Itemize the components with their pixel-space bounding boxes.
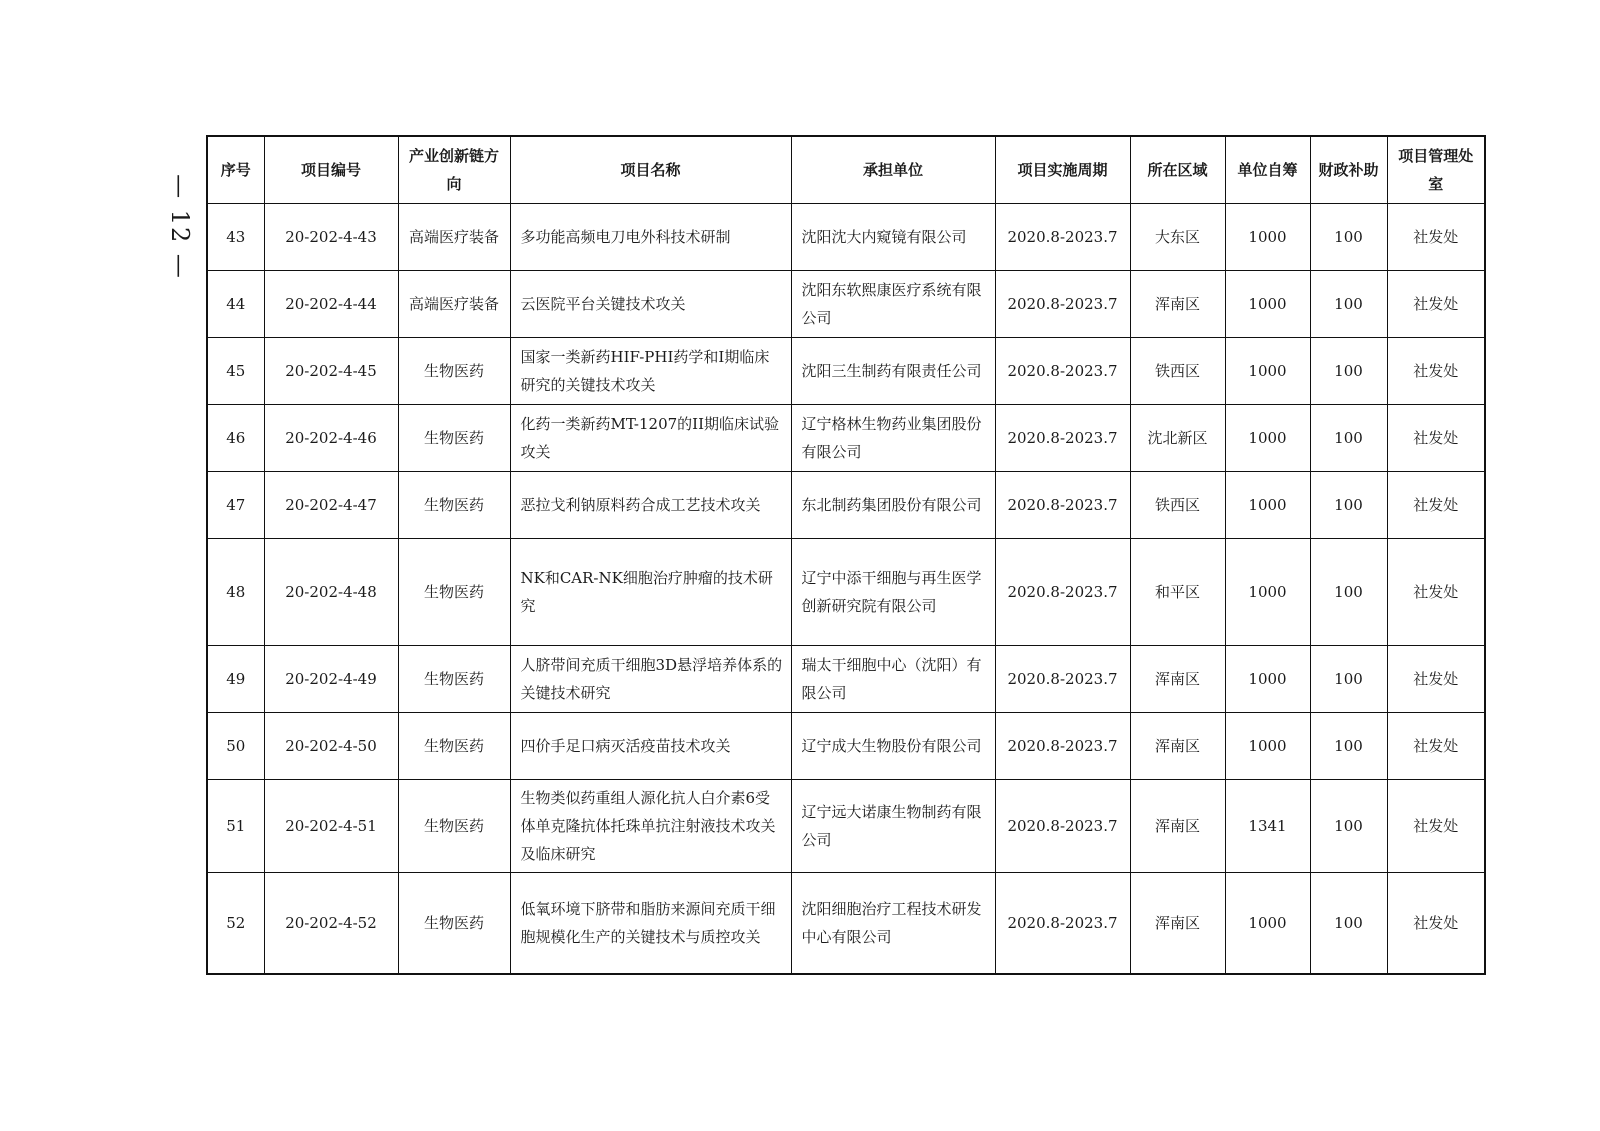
- table-row: [207, 204, 1485, 271]
- cell-unit: 沈阳沈大内窥镜有限公司: [791, 204, 995, 271]
- cell-self-fund: 1000: [1225, 539, 1310, 646]
- cell-direction: 生物医药: [398, 873, 510, 975]
- cell-code: 20-202-4-51: [264, 780, 398, 873]
- header-no: 序号: [207, 136, 264, 204]
- header-name: 项目名称: [510, 136, 791, 204]
- cell-region: 铁西区: [1130, 338, 1225, 405]
- cell-period: 2020.8-2023.7: [995, 338, 1130, 405]
- table-row: [207, 539, 1485, 646]
- cell-unit: 沈阳细胞治疗工程技术研发中心有限公司: [791, 873, 995, 975]
- cell-region: 浑南区: [1130, 646, 1225, 713]
- cell-self-fund: 1000: [1225, 873, 1310, 975]
- project-table: [206, 135, 1486, 975]
- cell-no: 44: [207, 271, 264, 338]
- header-office: 项目管理处室: [1387, 136, 1485, 204]
- cell-name: NK和CAR-NK细胞治疗肿瘤的技术研究: [510, 539, 791, 646]
- cell-name: 云医院平台关键技术攻关: [510, 271, 791, 338]
- cell-self-fund: 1341: [1225, 780, 1310, 873]
- cell-office: 社发处: [1387, 873, 1485, 975]
- cell-no: 47: [207, 472, 264, 539]
- cell-code: 20-202-4-45: [264, 338, 398, 405]
- cell-no: 45: [207, 338, 264, 405]
- cell-period: 2020.8-2023.7: [995, 873, 1130, 975]
- table-header-row: [207, 136, 1485, 204]
- cell-name: 化药一类新药MT-1207的II期临床试验攻关: [510, 405, 791, 472]
- cell-subsidy: 100: [1310, 873, 1387, 975]
- header-code: 项目编号: [264, 136, 398, 204]
- cell-direction: 生物医药: [398, 405, 510, 472]
- cell-period: 2020.8-2023.7: [995, 472, 1130, 539]
- cell-code: 20-202-4-48: [264, 539, 398, 646]
- cell-no: 49: [207, 646, 264, 713]
- cell-code: 20-202-4-47: [264, 472, 398, 539]
- cell-no: 51: [207, 780, 264, 873]
- cell-code: 20-202-4-49: [264, 646, 398, 713]
- cell-name: 人脐带间充质干细胞3D悬浮培养体系的关键技术研究: [510, 646, 791, 713]
- cell-direction: 生物医药: [398, 713, 510, 780]
- cell-region: 浑南区: [1130, 873, 1225, 975]
- cell-period: 2020.8-2023.7: [995, 271, 1130, 338]
- cell-direction: 生物医药: [398, 472, 510, 539]
- cell-direction: 生物医药: [398, 539, 510, 646]
- cell-unit: 辽宁格林生物药业集团股份有限公司: [791, 405, 995, 472]
- cell-name: 国家一类新药HIF-PHI药学和I期临床研究的关键技术攻关: [510, 338, 791, 405]
- cell-name: 多功能高频电刀电外科技术研制: [510, 204, 791, 271]
- cell-period: 2020.8-2023.7: [995, 780, 1130, 873]
- cell-office: 社发处: [1387, 204, 1485, 271]
- cell-name: 四价手足口病灭活疫苗技术攻关: [510, 713, 791, 780]
- table-row: [207, 472, 1485, 539]
- cell-subsidy: 100: [1310, 405, 1387, 472]
- cell-self-fund: 1000: [1225, 472, 1310, 539]
- table-row: [207, 780, 1485, 873]
- cell-unit: 辽宁远大诺康生物制药有限公司: [791, 780, 995, 873]
- table-row: [207, 873, 1485, 975]
- cell-office: 社发处: [1387, 539, 1485, 646]
- cell-code: 20-202-4-50: [264, 713, 398, 780]
- cell-unit: 东北制药集团股份有限公司: [791, 472, 995, 539]
- cell-subsidy: 100: [1310, 646, 1387, 713]
- cell-region: 浑南区: [1130, 271, 1225, 338]
- cell-region: 和平区: [1130, 539, 1225, 646]
- cell-subsidy: 100: [1310, 713, 1387, 780]
- cell-self-fund: 1000: [1225, 338, 1310, 405]
- cell-period: 2020.8-2023.7: [995, 646, 1130, 713]
- cell-region: 浑南区: [1130, 713, 1225, 780]
- table-row: [207, 713, 1485, 780]
- cell-office: 社发处: [1387, 405, 1485, 472]
- cell-self-fund: 1000: [1225, 405, 1310, 472]
- header-direction: 产业创新链方向: [398, 136, 510, 204]
- table-row: [207, 646, 1485, 713]
- table-row: [207, 271, 1485, 338]
- cell-office: 社发处: [1387, 271, 1485, 338]
- cell-subsidy: 100: [1310, 472, 1387, 539]
- cell-name: 生物类似药重组人源化抗人白介素6受体单克隆抗体托珠单抗注射液技术攻关及临床研究: [510, 780, 791, 873]
- cell-self-fund: 1000: [1225, 646, 1310, 713]
- table-row: [207, 338, 1485, 405]
- header-period: 项目实施周期: [995, 136, 1130, 204]
- cell-region: 铁西区: [1130, 472, 1225, 539]
- cell-unit: 瑞太干细胞中心（沈阳）有限公司: [791, 646, 995, 713]
- cell-name: 恶拉戈利钠原料药合成工艺技术攻关: [510, 472, 791, 539]
- cell-self-fund: 1000: [1225, 204, 1310, 271]
- cell-code: 20-202-4-44: [264, 271, 398, 338]
- cell-subsidy: 100: [1310, 539, 1387, 646]
- cell-office: 社发处: [1387, 713, 1485, 780]
- cell-no: 52: [207, 873, 264, 975]
- cell-no: 50: [207, 713, 264, 780]
- cell-region: 浑南区: [1130, 780, 1225, 873]
- cell-subsidy: 100: [1310, 271, 1387, 338]
- cell-code: 20-202-4-43: [264, 204, 398, 271]
- page-number-text: — 12 —: [166, 174, 195, 280]
- cell-office: 社发处: [1387, 646, 1485, 713]
- cell-no: 46: [207, 405, 264, 472]
- cell-code: 20-202-4-46: [264, 405, 398, 472]
- cell-subsidy: 100: [1310, 338, 1387, 405]
- project-table-container: [206, 135, 1486, 975]
- cell-region: 大东区: [1130, 204, 1225, 271]
- cell-direction: 生物医药: [398, 338, 510, 405]
- cell-name: 低氧环境下脐带和脂肪来源间充质干细胞规模化生产的关键技术与质控攻关: [510, 873, 791, 975]
- cell-direction: 高端医疗装备: [398, 204, 510, 271]
- cell-subsidy: 100: [1310, 780, 1387, 873]
- cell-period: 2020.8-2023.7: [995, 204, 1130, 271]
- cell-unit: 辽宁中添干细胞与再生医学创新研究院有限公司: [791, 539, 995, 646]
- cell-unit: 辽宁成大生物股份有限公司: [791, 713, 995, 780]
- cell-direction: 生物医药: [398, 646, 510, 713]
- page-number: [160, 172, 200, 282]
- cell-period: 2020.8-2023.7: [995, 405, 1130, 472]
- cell-direction: 生物医药: [398, 780, 510, 873]
- header-subsidy: 财政补助: [1310, 136, 1387, 204]
- cell-unit: 沈阳东软熙康医疗系统有限公司: [791, 271, 995, 338]
- table-row: [207, 405, 1485, 472]
- cell-period: 2020.8-2023.7: [995, 539, 1130, 646]
- cell-office: 社发处: [1387, 472, 1485, 539]
- cell-office: 社发处: [1387, 338, 1485, 405]
- cell-no: 48: [207, 539, 264, 646]
- cell-office: 社发处: [1387, 780, 1485, 873]
- header-self-fund: 单位自筹: [1225, 136, 1310, 204]
- cell-self-fund: 1000: [1225, 713, 1310, 780]
- cell-no: 43: [207, 204, 264, 271]
- cell-region: 沈北新区: [1130, 405, 1225, 472]
- header-region: 所在区域: [1130, 136, 1225, 204]
- cell-code: 20-202-4-52: [264, 873, 398, 975]
- cell-direction: 高端医疗装备: [398, 271, 510, 338]
- header-unit: 承担单位: [791, 136, 995, 204]
- cell-subsidy: 100: [1310, 204, 1387, 271]
- cell-self-fund: 1000: [1225, 271, 1310, 338]
- cell-period: 2020.8-2023.7: [995, 713, 1130, 780]
- cell-unit: 沈阳三生制药有限责任公司: [791, 338, 995, 405]
